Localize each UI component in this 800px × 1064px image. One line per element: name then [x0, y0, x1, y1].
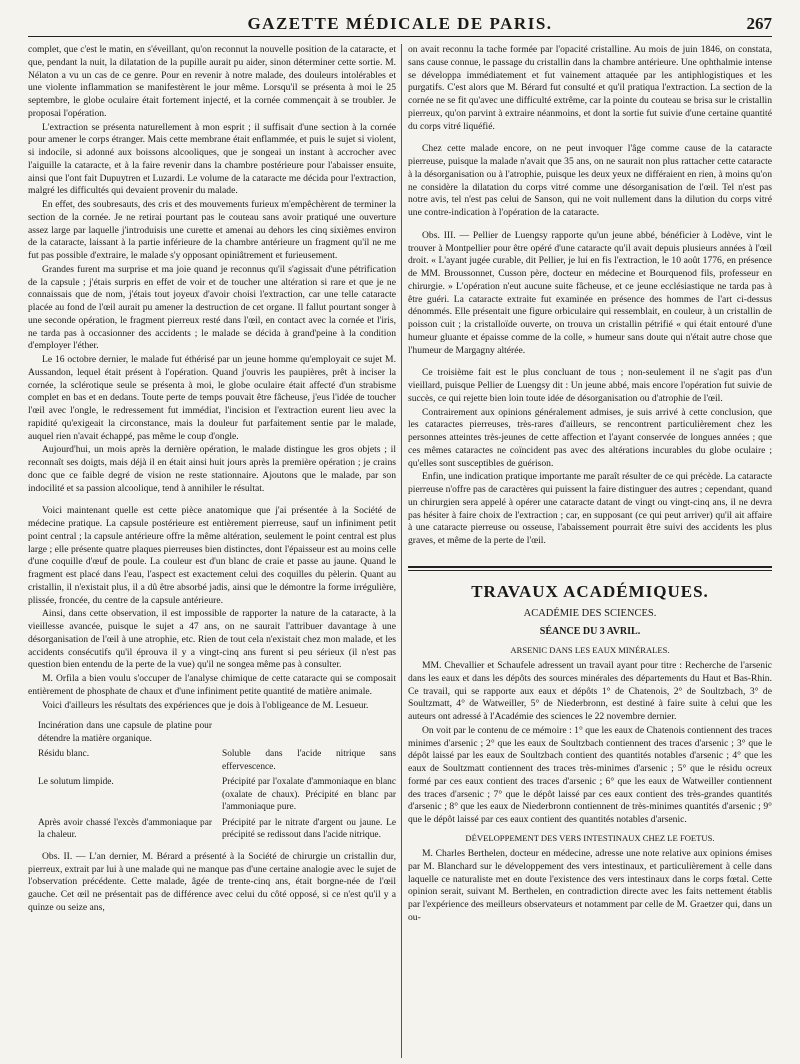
- paragraph: Grandes furent ma surprise et ma joie quand je reconnus qu'il s'agissait d'une pétrification de la capsule ; j'étais surpris en effet de voir et de toucher une altération si rare et que je ne connaissais que de nom, j'étais tout joyeux d'avoir choisi l'extraction, car une telle cataracte placée au fond de l'œil aurait pu amener la destruction de cet organe. Il fallut pourtant songer à une seconde opération, le fragment pierreux resté dans l'œil, en contact avec la cornée et l'iris, ne tarda pas à occasionner des accidents ; le malade se décida à grand'peine à la condition d'employer l'éther.: [28, 263, 396, 352]
- table-cell: Après avoir chassé l'excès d'ammoniaque par la chaleur.: [38, 817, 212, 841]
- section-rule: [408, 566, 772, 571]
- text-columns: [28, 44, 772, 1058]
- paragraph: on avait reconnu la tache formée par l'opacité cristalline. Au mois de juin 1846, on constata, sans cause connue, le passage du cristallin dans la chambre antérieure. Une ophthalmie intense se développa immédiatement et fut vainement attaquée par les antiphlogistiques et les purgatifs. C'est alors que M. Bérard fut consulté et qu'il pratiqua l'extraction. La section de la cornée ne se fit qu'avec une difficulté extrême, car la pointe du couteau se brisa sur le cristallin pierreux, qu'on parvint à extraire néanmoins, et dont la sortie fut suivie d'une certaine quantité du corps vitré liquéfié.: [408, 44, 772, 132]
- paragraph: Enfin, une indication pratique importante me paraît résulter de ce qui précède. La cataracte pierreuse n'offre pas de caractères qui puissent la faire distinguer des autres ; cependant, quand un chirurgien sera appelé à opérer une cataracte datant de vingt ou vingt-cinq ans, il ne devra pas hésiter à faire choix de l'extraction ; car, en supposant (ce qui peut arriver) qu'il ait affaire à une cataracte pierreuse ou osseuse, l'abaissement pourrait être suivi des accidents les plus graves, et même de la perte de l'œil.: [408, 471, 772, 546]
- paragraph: On voit par le contenu de ce mémoire : 1° que les eaux de Chatenois contiennent des traces minimes d'arsenic ; 2° que les eaux de Soultzbach contiennent des traces d'arsenic ; 3° que le dépôt laissé par les eaux de Soultzbach contient des quantités notables d'arsenic ; 4° que les eaux de Soultzmatt contiennent des traces très-minimes d'arsenic ; 5° que le résidu ocreux formé par ces eaux contient des traces d'arsenic ; 6° que les eaux de Watweiller contiennent des traces d'arsenic ; 7° que le dépôt laissé par ces eaux contient des très-grandes quantités d'arsenic ; 8° que les eaux de Niederbronn contiennent de très-minimes quantités d'arsenic ; 9° que le dépôt laissé par ces eaux contient des quantités notables d'arsenic.: [408, 724, 772, 826]
- paragraph: MM. Chevallier et Schaufele adressent un travail ayant pour titre : Recherche de l'arsenic dans les eaux et dans les dépôts des sources minérales des départements du Haut et Bas-Rhin. Ce travail, qui se rapporte aux eaux et dépôts 1° de Chatenois, 2° de Soultzbach, 3° de Soultzmatt, 4° de Watweiller, 5° de Niederbronn, est destiné à faire suite à celui que les auteurs ont adressé à l'Académie des sciences le 22 novembre dernier.: [408, 660, 772, 723]
- page-number: 267: [746, 14, 772, 33]
- topic-heading: DÉVELOPPEMENT DES VERS INTESTINAUX CHEZ LE FOETUS.: [465, 832, 715, 843]
- column-divider: [401, 44, 402, 1058]
- table-cell: [222, 720, 396, 745]
- chemical-analysis-table: [38, 720, 396, 845]
- session-date: SÉANCE DU 3 AVRIL.: [539, 626, 641, 638]
- journal-title: GAZETTE MÉDICALE DE PARIS.: [247, 14, 553, 33]
- paragraph: Obs. II. — L'an dernier, M. Bérard a présenté à la Société de chirurgie un cristallin dur, pierreux, extrait par lui à une malade qui ne manque pas d'une certaine analogie avec le sujet de l'observation précédente. Cette malade, âgée de trente-cinq ans, était borgne-née de l'œil gauche. Cet œil ne présentait pas de différence avec celui du côté opposé, si ce n'est qu'il y a quinze ou seize ans,: [28, 850, 396, 913]
- academy-name: ACADÉMIE DES SCIENCES.: [523, 608, 657, 620]
- topic-heading: ARSENIC DANS LES EAUX MINÉRALES.: [510, 644, 670, 655]
- left-column: [28, 44, 396, 1058]
- paragraph: complet, que c'est le matin, en s'éveillant, qu'on reconnut la nouvelle position de la cataracte, et que, pendant la nuit, la dilatation de la pupille aurait pu aider, sinon déterminer cette sortie. M. Nélaton a vu un cas de ce genre. Pour en revenir à notre malade, des douleurs intolérables et une violente inflammation se manifestèrent le jour même. Lorsqu'il se présenta à moi le 25 septembre, le globe oculaire était fortement injecté, et la cornée commençait à se troubler. Je proposai l'opération.: [28, 44, 396, 119]
- paragraph: Aujourd'hui, un mois après la dernière opération, le malade distingue les gros objets ; il reconnaît ses doigts, mais déjà il en était ainsi huit jours après la première opération ; je crains donc que ce faible degré de vision ne reste stationnaire. Ajoutons que le malade, par son indocilité et sa passion alcoolique, tend à annihiler le résultat.: [28, 444, 396, 494]
- paragraph: Obs. III. — Pellier de Luengsy rapporte qu'un jeune abbé, bénéficier à Lodève, vint le trouver à Montpellier pour être opéré d'une cataracte qu'il avait depuis plusieurs années à l'œil droit. « L'ayant jugée curable, dit Pellier, je lui en fis l'extraction, le 10 août 1776, en présence de MM. Broussonnet, Cusson père, docteur en médecine et Bourquenod fils, professeur en chirurgie. » L'opération n'eut aucune suite fâcheuse, et ce jeune ecclésiastique ne tarda pas à être guéri. La cataracte extraite fut examinée en présence des hommes de l'art ci-dessus dénommés. Elle présentait une figure orbiculaire qui ressemblait, en couleur, à un cristallin de poisson cuit ; la cristalloïde ouverte, on trouva un cristallin pétrifié « qui était entouré d'une humeur gluante et épaisse comme de la colle, » humeur sans doute qui n'était autre chose que l'humeur de Margagny altérée.: [408, 229, 772, 356]
- paragraph: Voici d'ailleurs les résultats des expériences que je dois à l'obligeance de M. Lesueur.: [42, 699, 369, 711]
- table-cell: Incinération dans une capsule de platine pour détendre la matière organique.: [38, 721, 212, 744]
- paragraph: Voici maintenant quelle est cette pièce anatomique que j'ai présentée à la Société de médecine pratique. La capsule postérieure est entièrement pierreuse, sauf un infiniment petit point central ; la capsule antérieure offre la même altération, seulement le point central est plus large ; elle présente quatre plaques pierreuses bien distinctes, dont l'épaisseur est au moins celle d'une coquille d'œuf de poule. La couleur est d'un blanc de craie et passe au jaune. Quand le fragment est placé dans l'eau, l'aspect est exactement celui des coquilles du pèlerin. Quant au cristallin, il n'existait plus, il a dû être absorbé jadis, ainsi que le démontre la forme irrégulière, plissée, froncée, du centre de la capsule antérieure.: [28, 505, 396, 606]
- paragraph: L'extraction se présenta naturellement à mon esprit ; il suffisait d'une section à la cornée pour amener le corps étranger. Mais cette membrane était enflammée, et puis le sujet si violent, si indocile, si adonné aux boissons alcooliques, que je songeai un instant à accrocher avec l'aiguille la cataracte, et à la faire revenir dans la chambre postérieure pour l'abaisser ensuite, ainsi que l'ont fait Dupuytren et Luzardi. Le volume de la cataracte me décida pour l'extraction, malgré les difficultés qui devaient provenir du malade.: [28, 121, 396, 197]
- paragraph: Le 16 octobre dernier, le malade fut éthérisé par un jeune homme qu'employait ce sujet M. Aussandon, lequel était présent à l'opération. Quand j'ouvris les paupières, prêt à inciser la cornée, la sclérotique seule se présenta à moi, le globe oculaire était affecté d'un strabisme complet en bas et en dedans. Toute perte de temps pouvait être fâcheuse, j'eus l'idée de toucher l'œil avec l'ongle, le redressement fut immédiat, l'incision et l'extraction eurent lieu avec la rapidité qu'exigeait la circonstance, mais la douleur fut parfaitement sentie par le malade, auquel rien n'avait échappé, pas même le coup d'ongle.: [28, 354, 396, 442]
- paragraph: Contrairement aux opinions généralement admises, je suis arrivé à cette conclusion, que les cataractes pierreuses, très-rares d'ailleurs, se rencontrent particulièrement chez les personnes atteintes très-jeunes de cette affection et l'ayant conservée de longues années ; que ces mêmes cataractes ne coïncident pas avec des altérations incurables du globe oculaire ; qu'elles sont susceptibles de guérison.: [408, 406, 772, 469]
- paragraph: En effet, des soubresauts, des cris et des mouvements furieux m'empêchèrent de terminer la section de la cornée. Je ne retirai pourtant pas le couteau sans avoir pratiqué une ouverture assez large par laquelle j'introduisis une curette et amenai au dehors les cinq sixièmes environ de la cataracte, laissant à la partie inférieure de la chambre antérieure un fragment qu'il ne me fut pas possible d'extraire, le malade s'y opposant opiniâtrement et furieusement.: [28, 199, 396, 261]
- table-cell: Précipité par l'oxalate d'ammoniaque en blanc (oxalate de chaux). Précipité en blanc par l'ammoniaque pure.: [222, 777, 396, 813]
- paragraph: M. Charles Berthelen, docteur en médecine, adresse une note relative aux opinions émises par M. Blanchard sur le développement des vers intestinaux, et particulièrement à celle dans laquelle ce naturaliste met en doute l'existence des vers intestinaux dans le corps fœtal. Cette opinion serait, suivant M. Berthelen, en contradiction directe avec les faits nettement établis par l'expérience des meilleurs observateurs et notamment par celle de M. Graetzer qui, dans un ou-: [408, 848, 772, 923]
- paragraph: Chez cette malade encore, on ne peut invoquer l'âge comme cause de la cataracte pierreuse, puisque la malade n'avait que 35 ans, on ne saurait non plus rattacher cette cataracte à la désorganisation ou à l'atrophie, puisque les deux yeux ne différaient en rien, à moins qu'on ne considère la dilatation du corps vitré comme une désorganisation de l'œil. Tel n'est pas notre avis, tel n'est pas celui de Sanson, qui ne voit nullement dans la dilution du corps vitré une contre-indication à l'opération de la cataracte.: [408, 143, 772, 218]
- section-title: TRAVAUX ACADÉMIQUES.: [471, 581, 709, 601]
- paragraph: Ainsi, dans cette observation, il est impossible de rapporter la nature de la cataracte, à la vieillesse avancée, puisque le sujet a 47 ans, on ne saurait l'attribuer davantage à une désorganisation de l'œil à une atrophie, etc. Rien de tout cela n'existait chez mon malade, et les accidents consécutifs qu'il éprouva il y a vingt-cinq ans furent si peu sérieux (il n'est pas question bien entendu de la perte de la vue) qu'il ne songea même pas à consulter.: [28, 608, 396, 671]
- page-header: [28, 10, 772, 37]
- table-cell: Le solutum limpide.: [38, 777, 114, 788]
- paragraph: Ce troisième fait est le plus concluant de tous ; non-seulement il ne s'agit pas d'un vieillard, puisque Pellier de Luengsy dit : Un jeune abbé, mais encore l'opération fut suivie de succès, ce qui rejette bien loin toute idée de désorganisation ou d'atrophie de l'œil.: [408, 367, 772, 404]
- table-cell: Résidu blanc.: [38, 749, 90, 760]
- table-cell: Soluble dans l'acide nitrique sans effervescence.: [222, 749, 396, 772]
- table-cell: Précipité par le nitrate d'argent ou jaune. Le précipité se redissout dans l'acide nitrique.: [222, 817, 396, 841]
- right-column: [408, 44, 772, 1058]
- paragraph: M. Orfila a bien voulu s'occuper de l'analyse chimique de cette cataracte qui se composait entièrement de phosphate de chaux et d'une infiniment petite quantité de matière animale.: [28, 673, 396, 697]
